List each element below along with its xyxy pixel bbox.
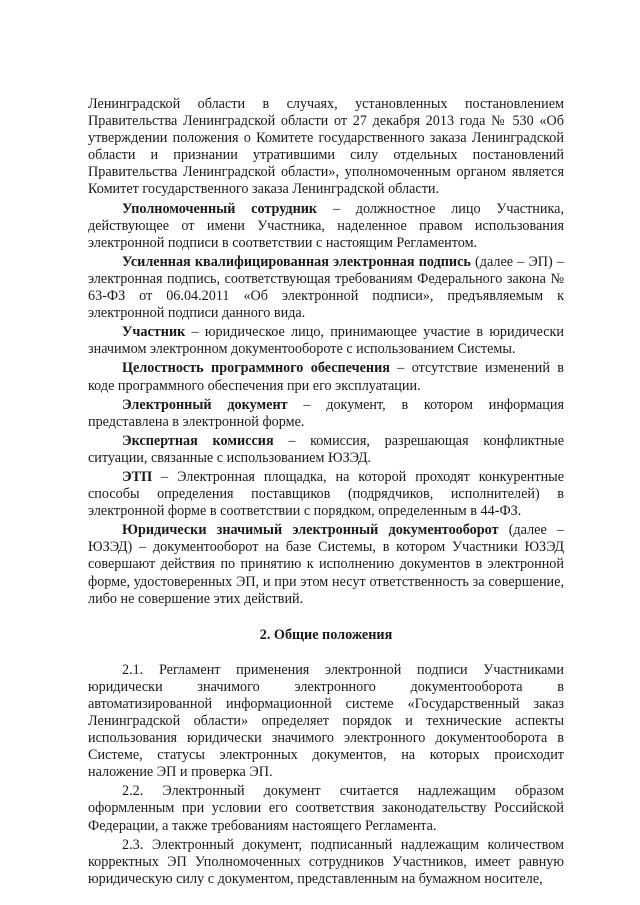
definition-term: Электронный документ bbox=[122, 396, 288, 413]
definition-term: Целостность программного обеспечения bbox=[122, 360, 390, 377]
definition-term: Юридически значимый электронный документооборот bbox=[122, 522, 499, 539]
intro-paragraph: Ленинградской области в случаях, установленных постановлением Правительства Ленинградской области от 27 декабря 2013 года № 530 «Об утверждении положения о Комитете государственного заказа Ленинградской области и признании утратившими силу отдельных постановлений Правительства Ленинградской области», уполномоченным органом является Комитет государственного заказа Ленинградской области. bbox=[88, 96, 564, 198]
definition-text: (далее – ЮЗЭД) – документооборот на базе Системы, в котором Участники ЮЗЭД совершают действия по принятию к исполнению документов в электронной форме, удостоверенных ЭП, и при этом несут ответственность за совершение, либо не совершение этих действий. bbox=[88, 522, 564, 607]
definition-text: (далее – ЭП) – электронная подпись, соответствующая требованиям Федерального закона № 63-ФЗ от 06.04.2011 «Об электронной подписи», предъявляемым к электронной подписи данного вида. bbox=[88, 253, 564, 322]
definition-text: – Электронная площадка, на которой проходят конкурентные способы определения поставщиков (подрядчиков, исполнителей) в электронной форме в соответствии с порядком, определенным в 44-ФЗ. bbox=[88, 468, 564, 520]
section-paragraph-2-1: 2.1. Регламент применения электронной подписи Участниками юридически значимого электронного документооборота в автоматизированной информационной системе «Государственный заказ Ленинградской области» определяет порядок и технические аспекты использования юридически значимого электронного документооборота в Системе, статусы электронных документов, на которых происходит наложение ЭП и проверка ЭП. bbox=[88, 661, 564, 781]
definition-term: Усиленная квалифицированная электронная подпись bbox=[122, 253, 471, 270]
definition-text: – отсутствие изменений в коде программного обеспечения при его эксплуатации. bbox=[88, 360, 564, 394]
definition-text: – комиссия, разрешающая конфликтные ситуации, связанные с использованием ЮЗЭД. bbox=[88, 432, 564, 466]
definition-text: – должностное лицо Участника, действующее от имени Участника, наделенное правом использования электронной подписи в соответствии с настоящим Регламентом. bbox=[88, 200, 564, 251]
document-body bbox=[88, 96, 564, 888]
definition-expert-commission bbox=[88, 433, 564, 467]
definition-electronic-document bbox=[88, 397, 564, 431]
section-heading: 2. Общие положения bbox=[259, 626, 393, 643]
definition-qualified-signature bbox=[88, 254, 564, 322]
definition-etp bbox=[88, 469, 564, 520]
section-paragraph-2-2: 2.2. Электронный документ считается надлежащим образом оформленным при условии его соответствия законодательству Российской Федерации, а также требованиям настоящего Регламента. bbox=[88, 783, 564, 834]
definition-participant bbox=[88, 324, 564, 358]
definition-term: Участник bbox=[122, 324, 186, 341]
definition-term: Уполномоченный сотрудник bbox=[122, 200, 318, 217]
definition-legal-edm bbox=[88, 522, 564, 607]
definition-text: – документ, в котором информация представлена в электронной форме. bbox=[88, 396, 564, 430]
definition-text: – юридическое лицо, принимающее участие в юридически значимом электронном документообороте с использованием Системы. bbox=[88, 324, 564, 358]
section-paragraph-2-3: 2.3. Электронный документ, подписанный надлежащим количеством корректных ЭП Уполномоченных сотрудников Участников, имеет равную юридическую силу с документом, представленным на бумажном носителе, bbox=[88, 836, 564, 887]
definition-term: Экспертная комиссия bbox=[122, 432, 274, 449]
definition-authorized-employee bbox=[88, 201, 564, 252]
definition-term: ЭТП bbox=[122, 468, 153, 485]
definition-software-integrity bbox=[88, 360, 564, 394]
